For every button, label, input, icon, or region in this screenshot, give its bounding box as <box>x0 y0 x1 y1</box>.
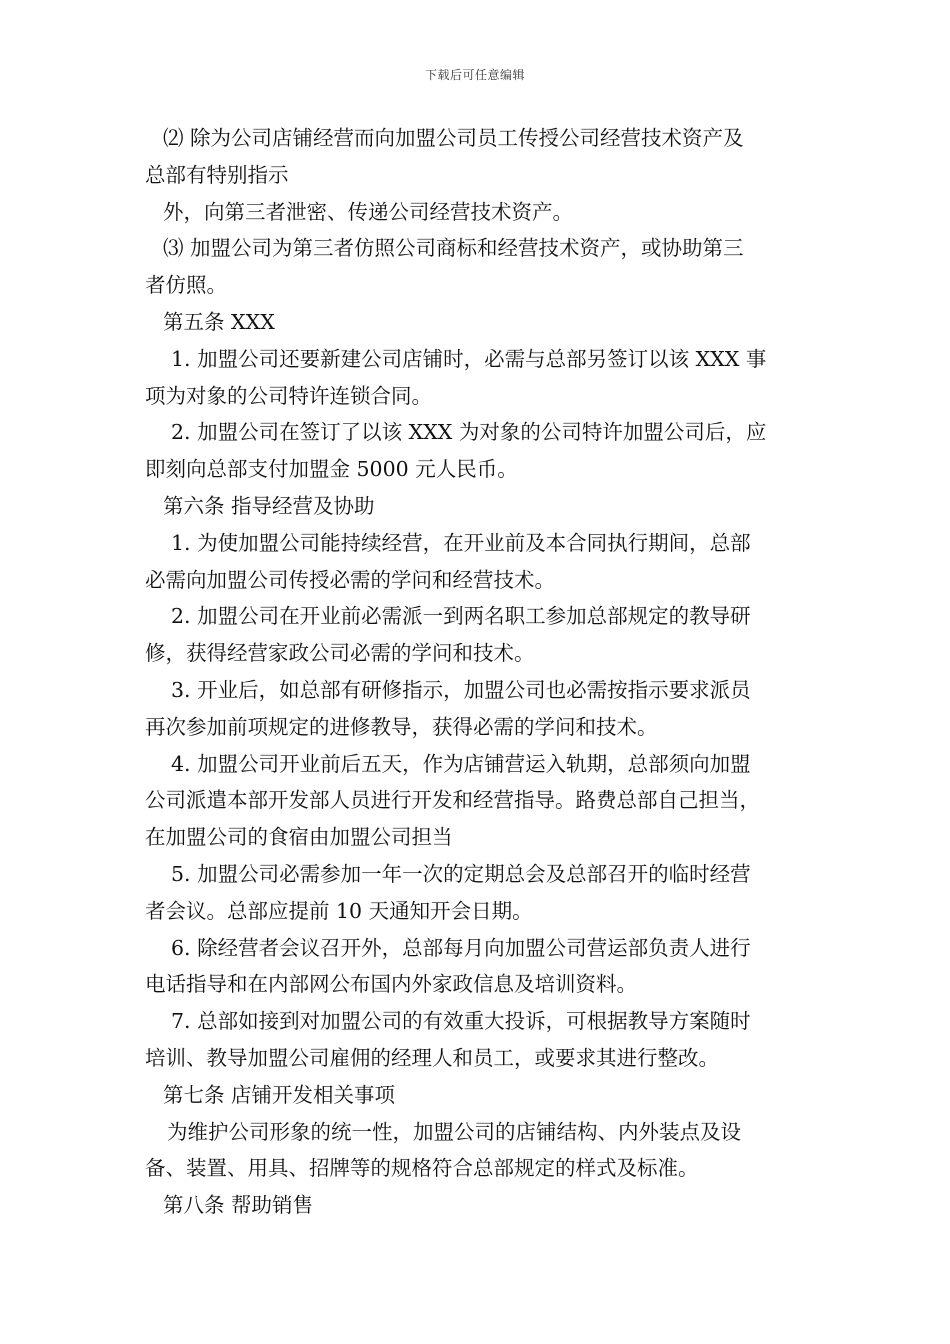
text-line: 公司派遣本部开发部人员进行开发和经营指导。路费总部自己担当， <box>145 788 760 813</box>
text-line: 6. 除经营者会议召开外，总部每月向加盟公司营运部负责人进行 <box>171 935 751 960</box>
text-line: 第五条 XXX <box>163 309 275 334</box>
text-line: 为维护公司形象的统一性，加盟公司的店铺结构、内外装点及设 <box>167 1119 741 1144</box>
text-line: 在加盟公司的食宿由加盟公司担当 <box>145 825 453 850</box>
text-line: 第七条 店铺开发相关事项 <box>163 1082 396 1107</box>
text-line: 者会议。总部应提前 10 天通知开会日期。 <box>145 898 533 923</box>
text-line: 外，向第三者泄密、传递公司经营技术资产。 <box>163 199 573 224</box>
text-line: 培训、教导加盟公司雇佣的经理人和员工，或要求其进行整改。 <box>145 1045 719 1070</box>
document-body <box>145 120 817 1224</box>
text-line: 3. 开业后，如总部有研修指示，加盟公司也必需按指示要求派员 <box>171 677 751 702</box>
text-line: 必需向加盟公司传授必需的学问和经营技术。 <box>145 567 555 592</box>
text-line: 7. 总部如接到对加盟公司的有效重大投诉，可根据教导方案随时 <box>171 1009 751 1034</box>
text-line: 4. 加盟公司开业前后五天，作为店铺营运入轨期，总部须向加盟 <box>171 751 751 776</box>
text-line: 修，获得经营家政公司必需的学问和技术。 <box>145 641 535 666</box>
text-line: ⑶ 加盟公司为第三者仿照公司商标和经营技术资产，或协助第三 <box>163 236 744 261</box>
text-line: 2. 加盟公司在签订了以该 XXX 为对象的公司特许加盟公司后，应 <box>171 420 767 445</box>
text-line: 2. 加盟公司在开业前必需派一到两名职工参加总部规定的教导研 <box>171 604 751 629</box>
text-line: 总部有特别指示 <box>145 162 289 187</box>
text-line: ⑵ 除为公司店铺经营而向加盟公司员工传授公司经营技术资产及 <box>163 126 744 150</box>
text-line: 者仿照。 <box>145 273 227 298</box>
text-line: 1. 为使加盟公司能持续经营，在开业前及本合同执行期间，总部 <box>171 530 751 555</box>
page-header: 下载后可任意编辑 <box>424 68 525 82</box>
text-line: 再次参加前项规定的进修教导，获得必需的学问和技术。 <box>145 714 658 739</box>
text-line: 备、装置、用具、招牌等的规格符合总部规定的样式及标准。 <box>145 1156 699 1181</box>
text-line: 1. 加盟公司还要新建公司店铺时，必需与总部另签订以该 XXX 事 <box>171 346 767 371</box>
text-line: 5. 加盟公司必需参加一年一次的定期总会及总部召开的临时经营 <box>171 861 751 886</box>
text-line: 电话指导和在内部网公布国内外家政信息及培训资料。 <box>145 972 637 997</box>
text-line: 第六条 指导经营及协助 <box>163 493 375 518</box>
text-line: 第八条 帮助销售 <box>163 1193 314 1218</box>
text-line: 即刻向总部支付加盟金 5000 元人民币。 <box>145 457 518 482</box>
text-line: 项为对象的公司特许连锁合同。 <box>145 383 432 408</box>
